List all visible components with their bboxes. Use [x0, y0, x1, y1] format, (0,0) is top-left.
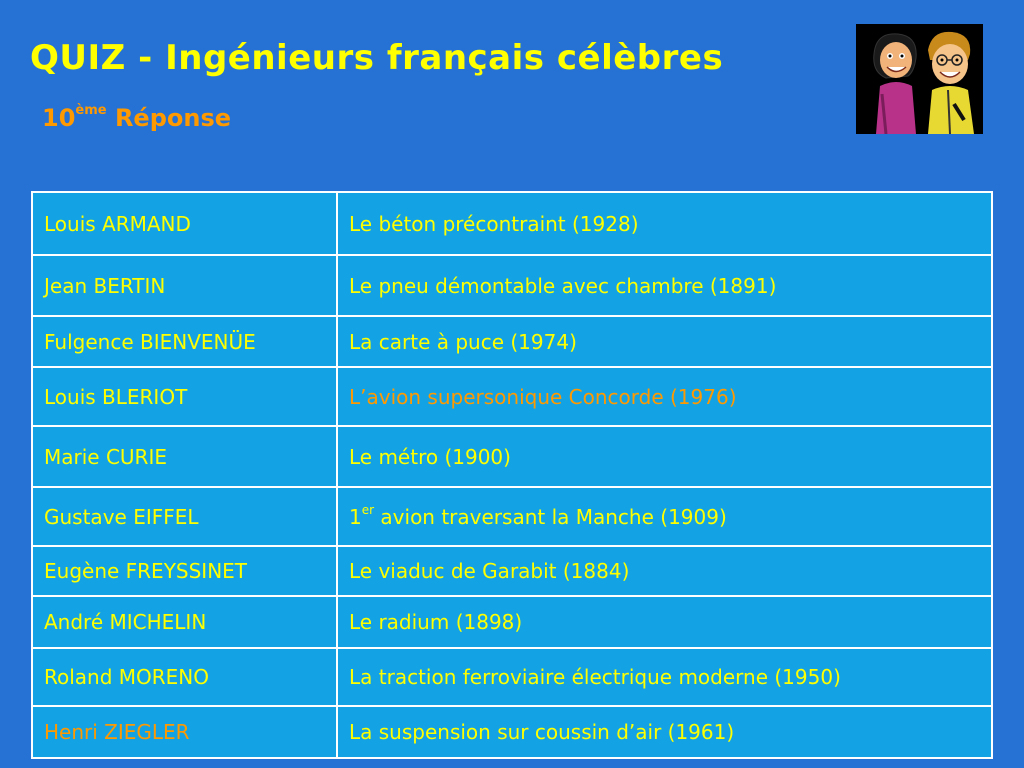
table-row — [32, 487, 992, 546]
table-row — [32, 367, 992, 426]
engineer-name: Fulgence BIENVENÜE — [32, 316, 337, 367]
table-row — [32, 192, 992, 255]
engineer-name: Marie CURIE — [32, 426, 337, 487]
invention-answer: La suspension sur coussin d’air (1961) — [337, 706, 992, 758]
table-row — [32, 255, 992, 316]
invention-answer: La carte à puce (1974) — [337, 316, 992, 367]
invention-answer — [337, 487, 992, 546]
engineer-name: Eugène FREYSSINET — [32, 546, 337, 596]
invention-answer: Le pneu démontable avec chambre (1891) — [337, 255, 992, 316]
ordinal-superscript: er — [361, 502, 375, 517]
table-row — [32, 316, 992, 367]
table-row — [32, 648, 992, 706]
invention-text: avion traversant la Manche (1909) — [374, 504, 727, 529]
engineer-name: Henri ZIEGLER — [32, 706, 337, 758]
subtitle-number: 10 — [42, 104, 76, 132]
engineer-name: Gustave EIFFEL — [32, 487, 337, 546]
table-row — [32, 426, 992, 487]
invention-answer: Le béton précontraint (1928) — [337, 192, 992, 255]
engineer-name: Roland MORENO — [32, 648, 337, 706]
subtitle-text: Réponse — [106, 104, 232, 132]
invention-answer: La traction ferroviaire électrique moderne (1950) — [337, 648, 992, 706]
table-row — [32, 706, 992, 758]
invention-answer: Le viaduc de Garabit (1884) — [337, 546, 992, 596]
page-title: QUIZ - Ingénieurs français célèbres — [30, 38, 724, 78]
cartoon-characters-logo-icon — [856, 24, 983, 134]
invention-answer: L’avion supersonique Concorde (1976) — [337, 367, 992, 426]
invention-answer: Le radium (1898) — [337, 596, 992, 648]
answers-table — [31, 191, 993, 759]
table-row — [32, 546, 992, 596]
table-row — [32, 596, 992, 648]
subtitle-superscript: ème — [75, 103, 107, 118]
ordinal-number: 1 — [349, 504, 362, 529]
invention-answer: Le métro (1900) — [337, 426, 992, 487]
engineer-name: Jean BERTIN — [32, 255, 337, 316]
engineer-name: André MICHELIN — [32, 596, 337, 648]
engineer-name: Louis BLERIOT — [32, 367, 337, 426]
engineer-name: Louis ARMAND — [32, 192, 337, 255]
page-subtitle — [42, 104, 231, 132]
